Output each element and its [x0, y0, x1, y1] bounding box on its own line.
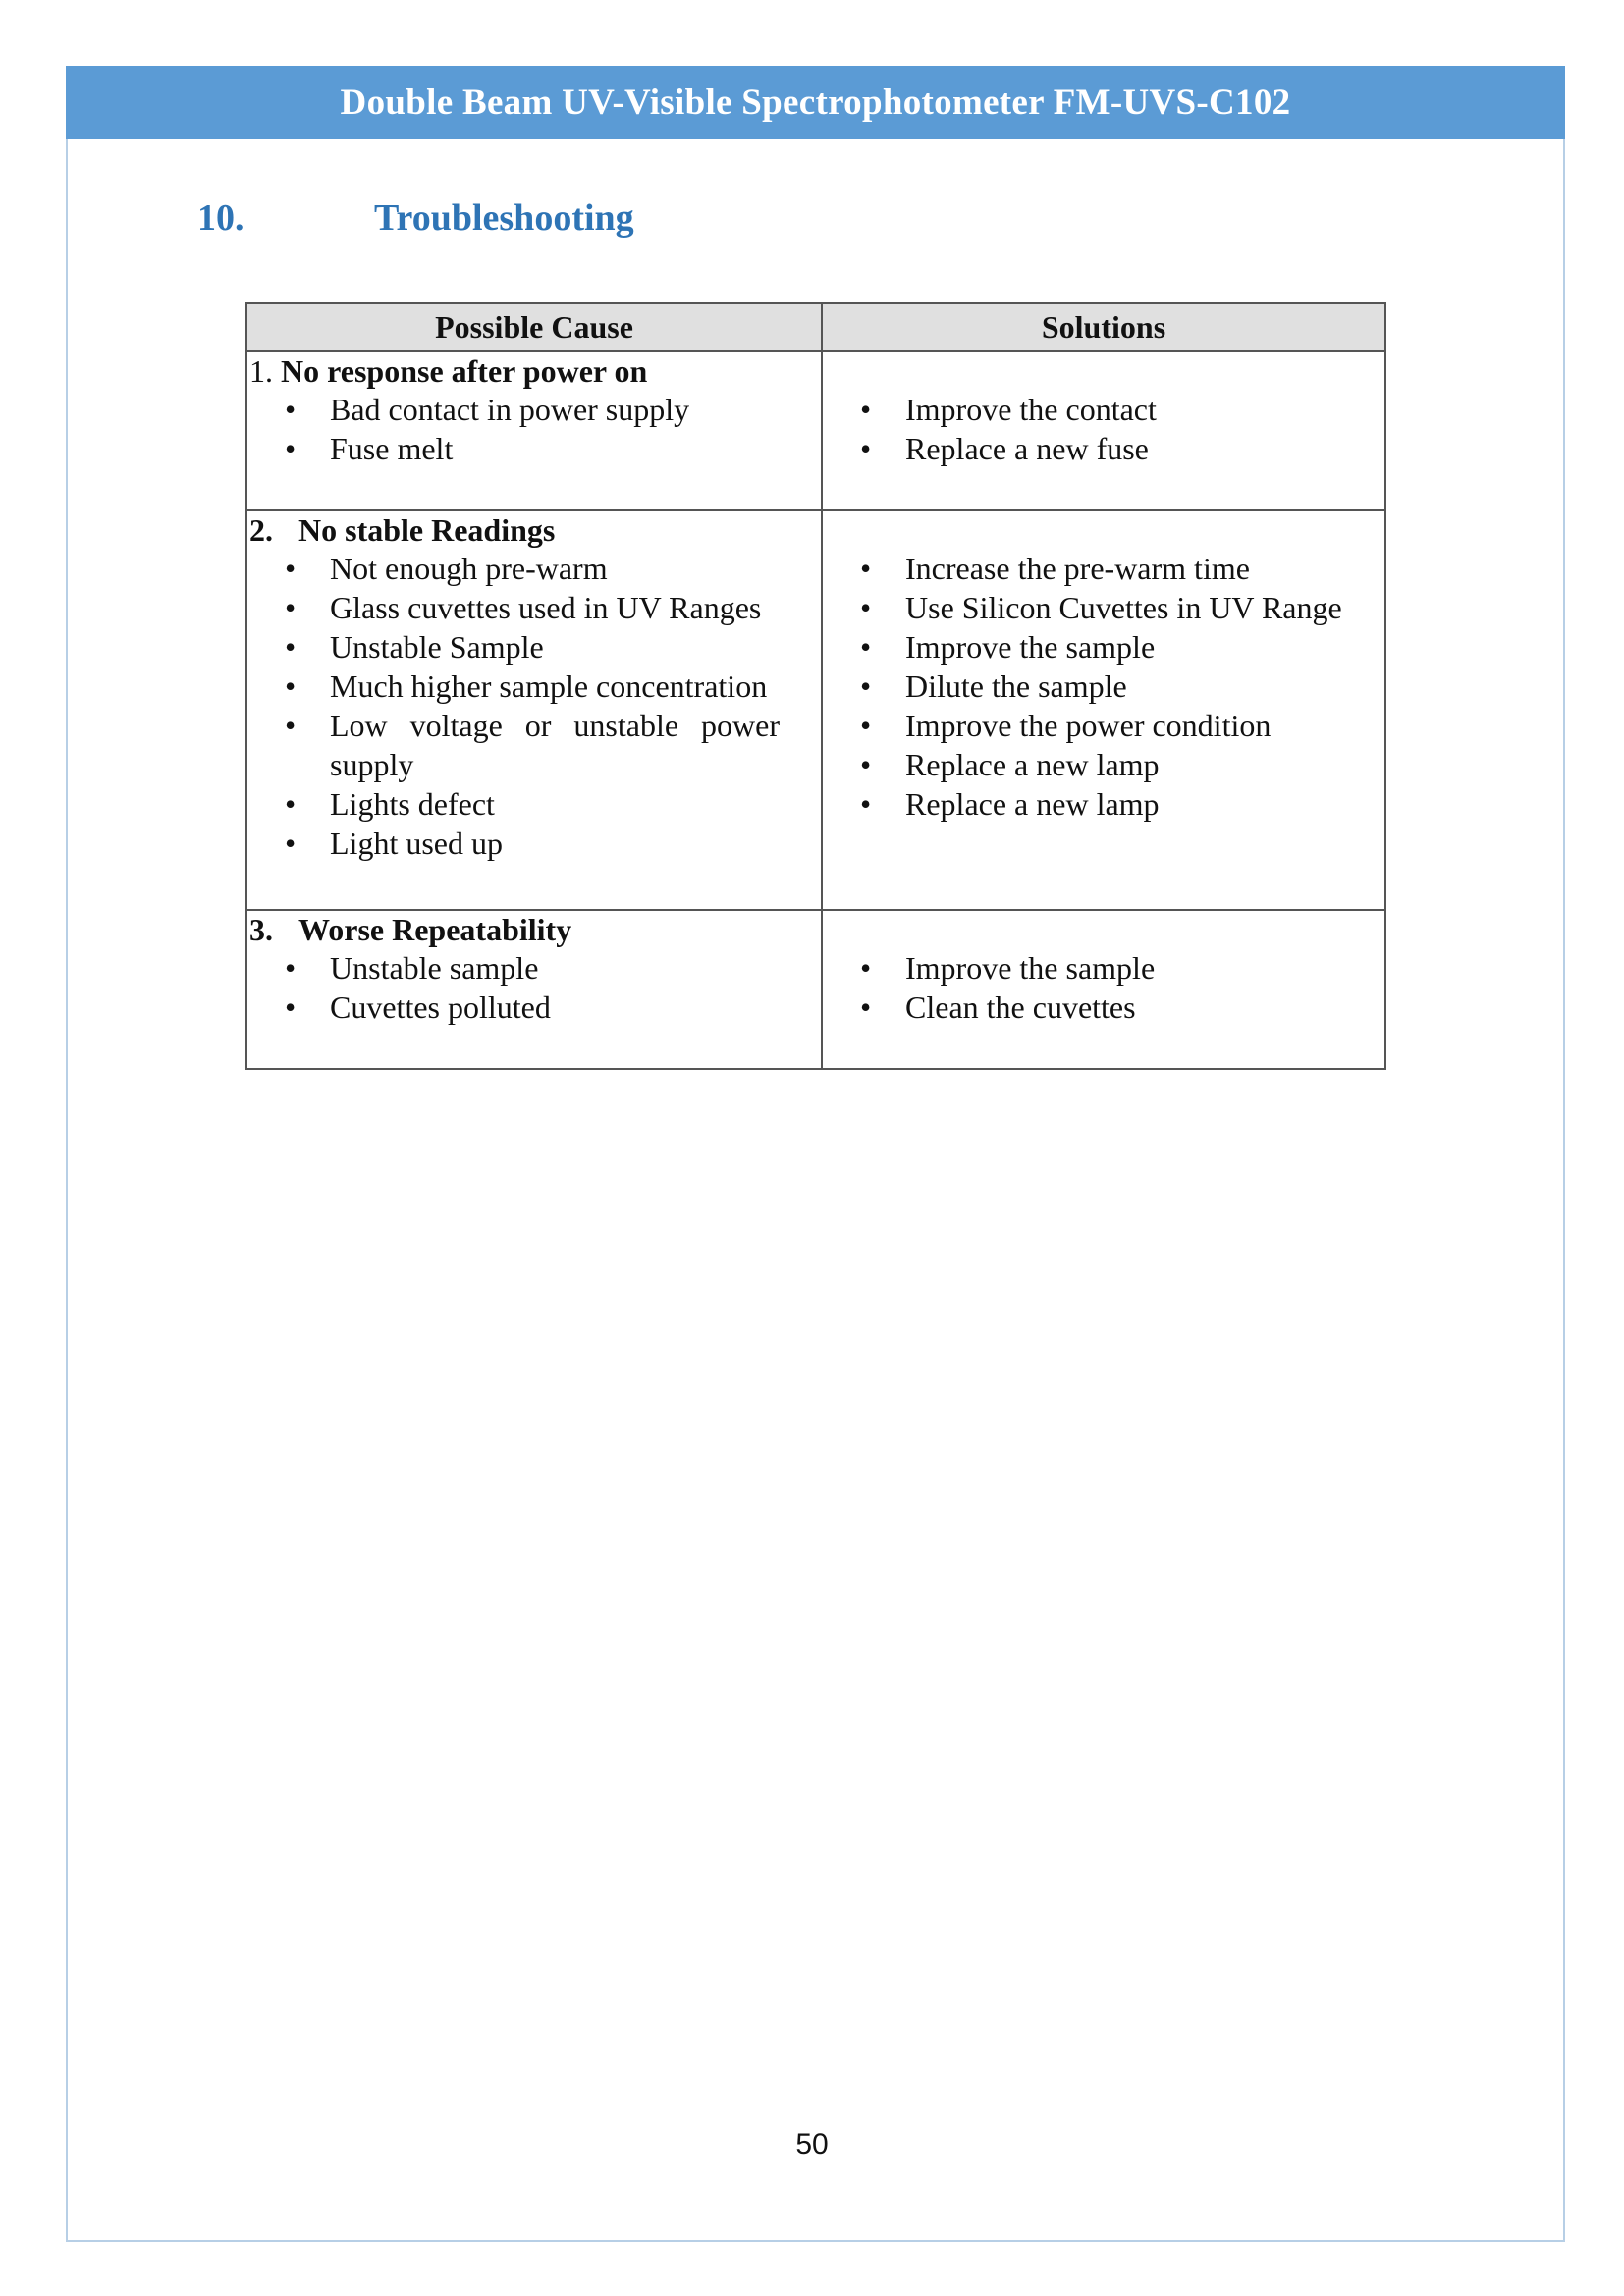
section-title: Troubleshooting	[374, 197, 634, 239]
cause-heading	[247, 911, 821, 948]
list-item: • Dilute the sample	[823, 667, 1384, 706]
list-item: • Much higher sample concentration	[247, 667, 821, 706]
solution-cell	[822, 510, 1385, 910]
cause-list	[247, 390, 821, 468]
list-item: • Improve the power condition	[823, 706, 1384, 745]
table-row	[246, 510, 1385, 910]
cause-cell	[246, 510, 822, 910]
header-solutions: Solutions	[822, 303, 1385, 351]
list-item: • Improve the contact	[823, 390, 1384, 429]
list-item: • Improve the sample	[823, 627, 1384, 667]
list-item: • Light used up	[247, 824, 821, 863]
solution-list	[823, 511, 1384, 824]
solution-cell	[822, 910, 1385, 1069]
list-item: • Use Silicon Cuvettes in UV Range	[823, 588, 1384, 627]
section-number: 10.	[197, 197, 244, 239]
cause-list	[247, 549, 821, 863]
cause-title: No stable Readings	[298, 512, 556, 548]
solution-cell	[822, 351, 1385, 510]
table-row	[246, 910, 1385, 1069]
list-item: • Not enough pre-warm	[247, 549, 821, 588]
list-item: • Clean the cuvettes	[823, 988, 1384, 1027]
cause-heading	[247, 511, 821, 549]
table-row	[246, 351, 1385, 510]
list-item: • Cuvettes polluted	[247, 988, 821, 1027]
document-title: Double Beam UV-Visible Spectrophotometer FM-UVS-C102	[340, 82, 1291, 123]
cause-cell	[246, 910, 822, 1069]
list-item: • Unstable sample	[247, 948, 821, 988]
solution-list	[823, 352, 1384, 468]
troubleshooting-table	[245, 302, 1386, 1070]
list-item: • Improve the sample	[823, 948, 1384, 988]
list-item: • Lights defect	[247, 784, 821, 824]
list-item: • Glass cuvettes used in UV Ranges	[247, 588, 821, 627]
header-bar	[66, 66, 1565, 139]
cause-number: 1.	[249, 353, 273, 389]
list-item: • Replace a new lamp	[823, 784, 1384, 824]
list-item: • Increase the pre-warm time	[823, 549, 1384, 588]
header-possible-cause: Possible Cause	[246, 303, 822, 351]
section-heading	[197, 196, 634, 240]
list-item: • Replace a new fuse	[823, 429, 1384, 468]
list-item: • Unstable Sample	[247, 627, 821, 667]
cause-title: No response after power on	[281, 353, 648, 389]
list-item: • Replace a new lamp	[823, 745, 1384, 784]
cause-number: 3.	[249, 912, 273, 947]
list-item: • Low voltage or unstable power supply	[247, 706, 821, 784]
page-number: 50	[795, 2128, 829, 2161]
cause-heading	[247, 352, 821, 390]
list-item: • Fuse melt	[247, 429, 821, 468]
table-header-row	[246, 303, 1385, 351]
cause-cell	[246, 351, 822, 510]
solution-list	[823, 911, 1384, 1027]
list-item: • Bad contact in power supply	[247, 390, 821, 429]
cause-title: Worse Repeatability	[298, 912, 572, 947]
cause-number: 2.	[249, 512, 273, 548]
cause-list	[247, 948, 821, 1027]
